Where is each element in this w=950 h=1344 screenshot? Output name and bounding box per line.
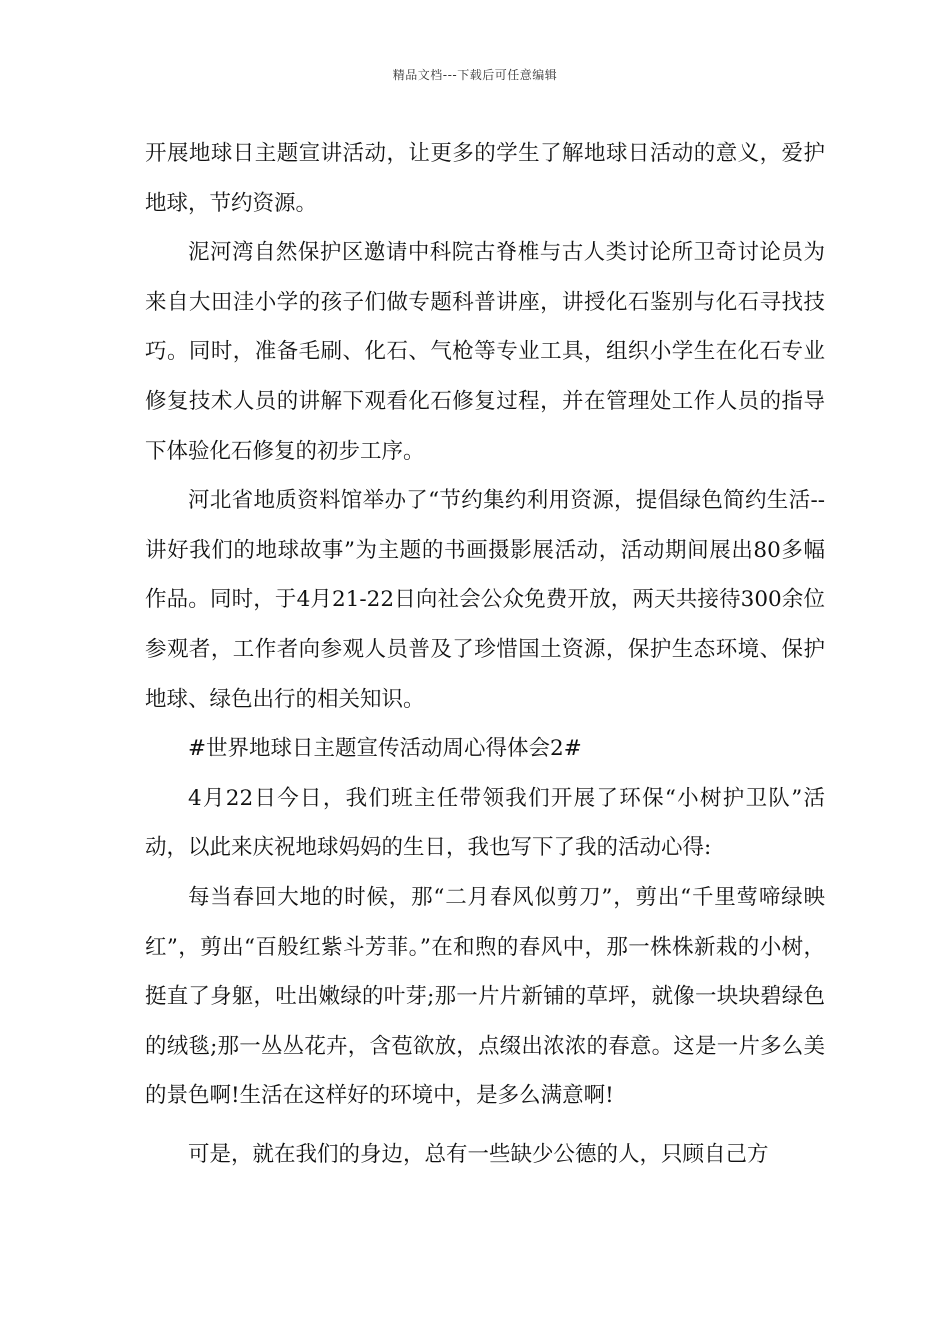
- section-heading: #世界地球日主题宣传活动周心得体会2#: [188, 736, 582, 762]
- page-header: 精品文档---下载后可任意编辑: [392, 68, 558, 82]
- paragraph-hebei-geology-museum: 河北省地质资料馆举办了“节约集约利用资源，提倡绿色简约生活--讲好我们的地球故事”为主题的书画摄影展活动，活动期间展出80多幅作品。同时，于4月21-22日向社会公众免费开放，两天共接待300余位参观者，工作者向参观人员普及了珍惜国土资源，保护生态环境、保护地球、绿色出行的相关知识。: [145, 488, 825, 712]
- paragraph-lack-of-morality: 可是，就在我们的身边，总有一些缺少公德的人，只顾自己方: [188, 1141, 769, 1167]
- paragraph-spring-scenery: 每当春回大地的时候，那“二月春风似剪刀”，剪出“千里莺啼绿映红”，剪出“百般红紫斗芳菲。”在和煦的春风中，那一株株新栽的小树，挺直了身躯，吐出嫩绿的叶芽;那一片片新铺的草坪，就像一块块碧绿色的绒毯;那一丛丛花卉，含苞欲放，点缀出浓浓的春意。这是一片多么美的景色啊!生活在这样好的环境中，是多么满意啊!: [145, 884, 825, 1109]
- paragraph-nihewan-reserve: 泥河湾自然保护区邀请中科院古脊椎与古人类讨论所卫奇讨论员为来自大田洼小学的孩子们做专题科普讲座，讲授化石鉴别与化石寻找技巧。同时，准备毛刷、化石、气枪等专业工具，组织小学生在化石专业修复技术人员的讲解下观看化石修复过程，并在管理处工作人员的指导下体验化石修复的初步工序。: [145, 240, 825, 464]
- document-body: [145, 129, 825, 1179]
- paragraph-tree-guard-activity: 4月22日今日，我们班主任带领我们开展了环保“小树护卫队”活动，以此来庆祝地球妈妈的生日，我也写下了我的活动心得:: [145, 785, 825, 861]
- paragraph-earth-day-intro: 开展地球日主题宣讲活动，让更多的学生了解地球日活动的意义，爱护地球，节约资源。: [145, 141, 825, 216]
